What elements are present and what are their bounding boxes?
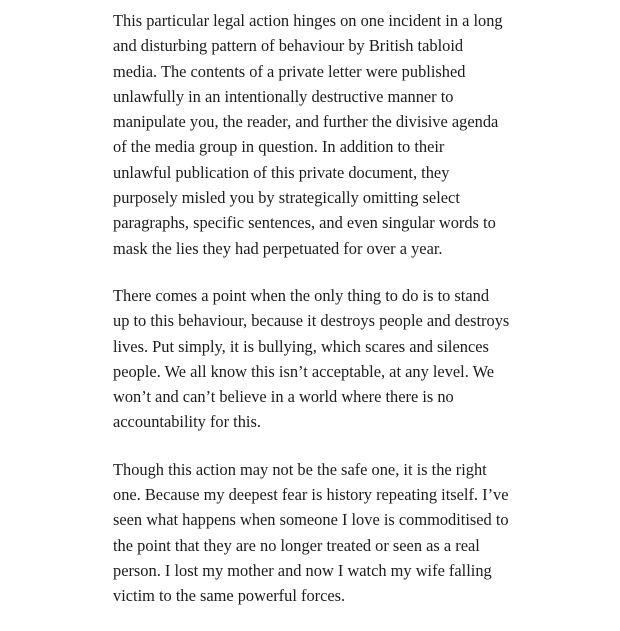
- paragraph-line: paragraphs, specific sentences, and even singular words to: [113, 213, 496, 233]
- paragraph-2: [113, 283, 533, 435]
- paragraph-line: the point that they are no longer treated or seen as a real: [113, 535, 480, 555]
- paragraph-line: mask the lies they had perpetuated for over a year.: [113, 238, 443, 258]
- paragraph-line: This particular legal action hinges on one incident in a long: [113, 11, 503, 30]
- paragraph-line: Though this action may not be the safe one, it is the right: [113, 459, 487, 479]
- paragraph-line: There comes a point when the only thing to do is to stand: [113, 285, 490, 305]
- paragraph-line: people. We all know this isn’t acceptable, at any level. We: [113, 361, 495, 381]
- paragraph-line: purposely misled you by strategically omitting select: [113, 188, 460, 208]
- paragraph-line: media. The contents of a private letter were published: [113, 61, 466, 81]
- paragraph-line: and disturbing pattern of behaviour by British tabloid: [113, 36, 464, 56]
- paragraph-1: [113, 8, 533, 261]
- statement-text: [113, 8, 533, 631]
- paragraph-line: unlawfully in an intentionally destructive manner to: [113, 86, 454, 106]
- paragraph-line: accountability for this.: [113, 412, 261, 432]
- paragraph-line: manipulate you, the reader, and further the divisive agenda: [113, 112, 499, 132]
- paragraph-line: won’t and can’t believe in a world where there is no: [113, 387, 454, 407]
- paragraph-line: up to this behaviour, because it destroys people and destroys: [113, 311, 510, 331]
- paragraph-line: victim to the same powerful forces.: [113, 586, 346, 606]
- paragraph-line: unlawful publication of this private document, they: [113, 162, 450, 182]
- paragraph-line: lives. Put simply, it is bullying, which scares and silences: [113, 336, 489, 356]
- paragraph-line: seen what happens when someone I love is commoditised to: [113, 510, 509, 530]
- paragraph-line: person. I lost my mother and now I watch my wife falling: [113, 560, 492, 580]
- paragraph-line: of the media group in question. In addition to their: [113, 137, 445, 157]
- paragraph-3: [113, 457, 533, 609]
- paragraph-line: one. Because my deepest fear is history repeating itself. I’ve: [113, 485, 509, 505]
